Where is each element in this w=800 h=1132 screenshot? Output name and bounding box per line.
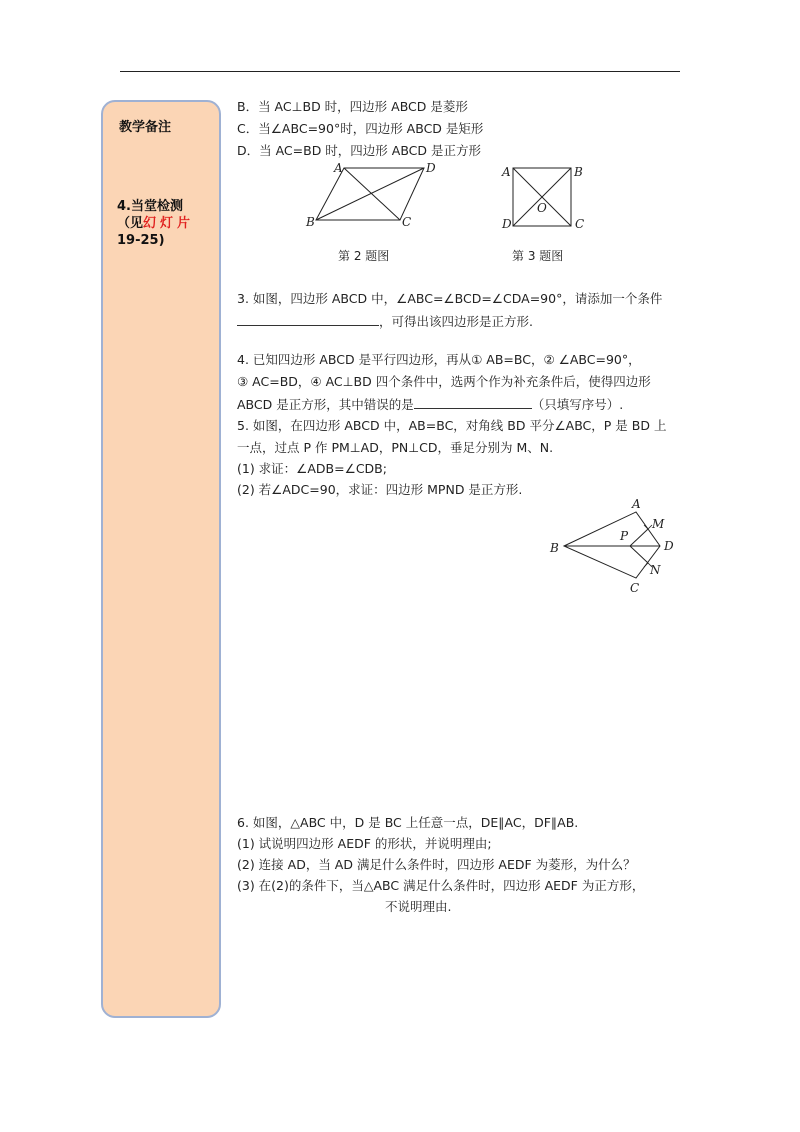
teaching-notes-sidebar [101, 100, 221, 1018]
fig3-label-c: C [575, 217, 585, 231]
option-c: C．当∠ABC=90°时，四边形 ABCD 是矩形 [237, 121, 484, 136]
section-slide-ref [117, 215, 194, 232]
option-d: D．当 AC=BD 时，四边形 ABCD 是正方形 [237, 143, 482, 158]
question-6-part-1: (1) 试说明四边形 AEDF 的形状，并说明理由; [237, 836, 492, 851]
fig2-label-d: D [426, 161, 436, 175]
figure-3-square [496, 160, 596, 232]
question-5-part-2: (2) 若∠ADC=90，求证：四边形 MPND 是正方形. [237, 482, 523, 497]
fig3-label-a: A [502, 165, 511, 179]
q4-answer-blank[interactable] [414, 394, 532, 409]
question-4-line-2: ③ AC=BD，④ AC⊥BD 四个条件中，选两个作为补充条件后，使得四边形 [237, 374, 651, 389]
sidebar-section-label [117, 198, 194, 249]
question-5-line-1: 5. 如图，在四边形 ABCD 中，AB=BC，对角线 BD 平分∠ABC，P 是 BD 上 [237, 418, 667, 433]
question-6-part-3: (3) 在(2)的条件下，当△ABC 满足什么条件时，四边形 AEDF 为正方形， [237, 878, 645, 893]
q3-answer-blank[interactable] [237, 311, 379, 326]
fig5-label-m: M [652, 517, 665, 531]
question-5-line-2: 一点，过点 P 作 PM⊥AD，PN⊥CD，垂足分别为 M、N. [237, 440, 554, 455]
fig3-label-o: O [537, 201, 547, 215]
figure-2-parallelogram [300, 158, 440, 230]
q4-line-3-prefix: ABCD 是正方形，其中错误的是 [237, 397, 414, 412]
question-6-line-1: 6. 如图，△ABC 中，D 是 BC 上任意一点，DE∥AC，DF∥AB. [237, 815, 579, 830]
fig5-label-d: D [664, 539, 674, 553]
figure-3-caption: 第 3 题图 [512, 249, 564, 263]
fig2-label-b: B [306, 215, 315, 229]
section-slide-range: 19-25) [117, 233, 165, 248]
fig5-label-n: N [650, 563, 661, 577]
figure-2-caption: 第 2 题图 [338, 249, 390, 263]
fig5-label-c: C [630, 581, 640, 595]
question-3-line-2 [237, 311, 533, 332]
section-heading: 4.当堂检测 [117, 199, 183, 214]
sidebar-title: 教学备注 [119, 120, 172, 135]
fig5-label-p: P [620, 529, 629, 543]
section-paren: （见 [117, 216, 144, 231]
fig5-label-b: B [550, 541, 559, 555]
question-5-part-1: (1) 求证：∠ADB=∠CDB; [237, 461, 387, 476]
question-4-line-3 [237, 394, 623, 415]
figure-5-quadrilateral [540, 490, 690, 600]
question-6-part-3-continued: 不说明理由. [385, 899, 452, 914]
header-rule [120, 71, 680, 72]
fig5-label-a: A [632, 497, 641, 511]
option-b: B．当 AC⊥BD 时，四边形 ABCD 是菱形 [237, 99, 468, 114]
fig2-label-a: A [334, 161, 343, 175]
section-slides-word: 幻灯片 [143, 216, 195, 231]
question-4-line-1: 4. 已知四边形 ABCD 是平行四边形，再从① AB=BC，② ∠ABC=90°， [237, 352, 641, 367]
question-6-part-2: (2) 连接 AD，当 AD 满足什么条件时，四边形 AEDF 为菱形，为什么？ [237, 857, 636, 872]
question-3-line-1: 3. 如图，四边形 ABCD 中，∠ABC=∠BCD=∠CDA=90°，请添加一个条件 [237, 291, 663, 306]
fig3-label-b: B [574, 165, 583, 179]
fig2-label-c: C [402, 215, 412, 229]
q4-line-3-suffix: （只填写序号）. [531, 397, 624, 412]
fig3-label-d: D [502, 217, 512, 231]
q3-line-2-text: ，可得出该四边形是正方形. [379, 314, 533, 329]
